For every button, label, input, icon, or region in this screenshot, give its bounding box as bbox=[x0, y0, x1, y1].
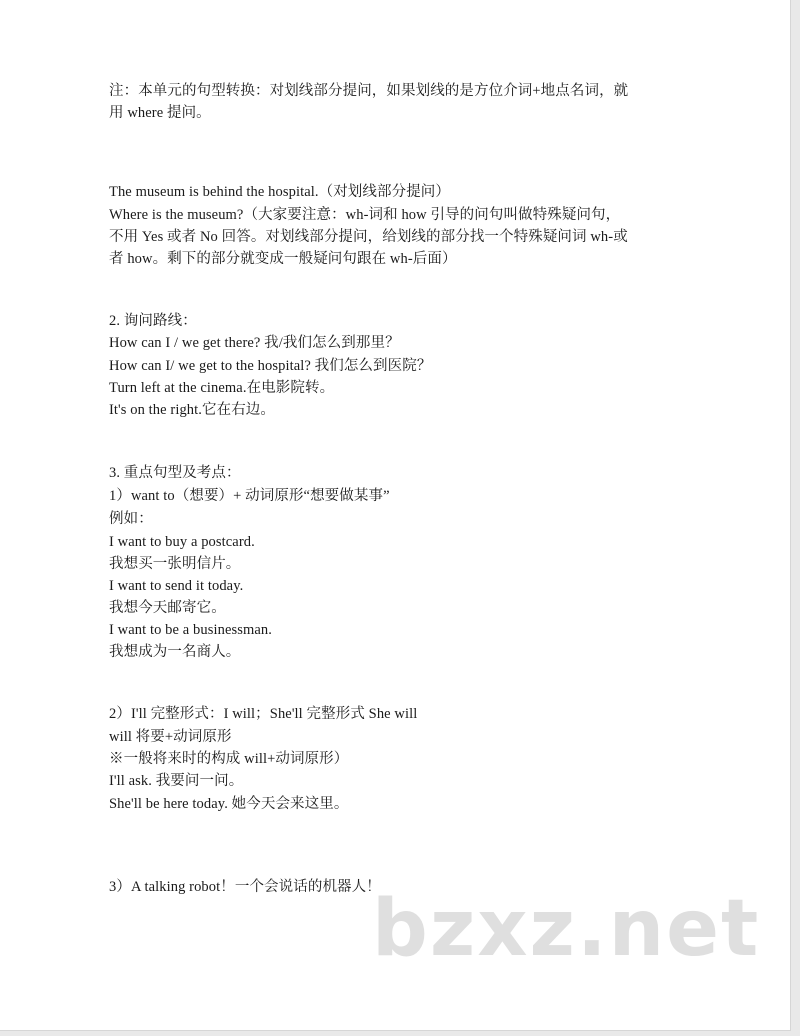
example-label: 例如： bbox=[109, 511, 153, 527]
point-1-heading: 1）want to（想要）+ 动词原形“想要做某事” bbox=[109, 488, 390, 504]
future-tense-note: ※一般将来时的构成 will+动词原形） bbox=[109, 751, 349, 767]
example-sentence-1: I want to buy a postcard. bbox=[109, 534, 255, 550]
route-question-2: How can I/ we get to the hospital? 我们怎么到医院？ bbox=[109, 358, 432, 374]
example-translation-2: 我想今天邮寄它。 bbox=[109, 600, 226, 616]
explanation-line-2: 者 how。剩下的部分就变成一般疑问句跟在 wh-后面） bbox=[109, 251, 457, 267]
example-translation-1: 我想买一张明信片。 bbox=[109, 556, 241, 572]
example-translation-3: 我想成为一名商人。 bbox=[109, 644, 241, 660]
site-watermark: bzxz.net bbox=[372, 884, 761, 974]
section-3-heading: 3. 重点句型及考点： bbox=[109, 465, 241, 481]
route-answer-1: Turn left at the cinema.在电影院转。 bbox=[109, 380, 335, 396]
example-question: Where is the museum?（大家要注意：wh-词和 how 引导的问句叫做特殊疑问句， bbox=[109, 207, 621, 223]
will-rule: will 将要+动词原形 bbox=[109, 729, 232, 745]
section-2-heading: 2. 询问路线： bbox=[109, 313, 197, 329]
example-sentence-2: I want to send it today. bbox=[109, 578, 244, 594]
point-2-heading: 2）I'll 完整形式：I will；She'll 完整形式 She will bbox=[109, 706, 418, 722]
note-line-1: 注：本单元的句型转换：对划线部分提问，如果划线的是方位介词+地点名词，就 bbox=[109, 83, 629, 99]
example-statement: The museum is behind the hospital.（对划线部分提问） bbox=[109, 184, 450, 200]
explanation-line-1: 不用 Yes 或者 No 回答。对划线部分提问，给划线的部分找一个特殊疑问词 wh-或 bbox=[109, 229, 628, 245]
route-question-1: How can I / we get there? 我/我们怎么到那里？ bbox=[109, 335, 400, 351]
route-answer-2: It's on the right.它在右边。 bbox=[109, 402, 276, 418]
will-example-2: She'll be here today. 她今天会来这里。 bbox=[109, 796, 349, 812]
point-3-heading: 3）A talking robot！一个会说话的机器人！ bbox=[109, 879, 381, 895]
note-line-2: 用 where 提问。 bbox=[109, 105, 211, 121]
example-sentence-3: I want to be a businessman. bbox=[109, 622, 272, 638]
will-example-1: I'll ask. 我要问一问。 bbox=[109, 773, 244, 789]
